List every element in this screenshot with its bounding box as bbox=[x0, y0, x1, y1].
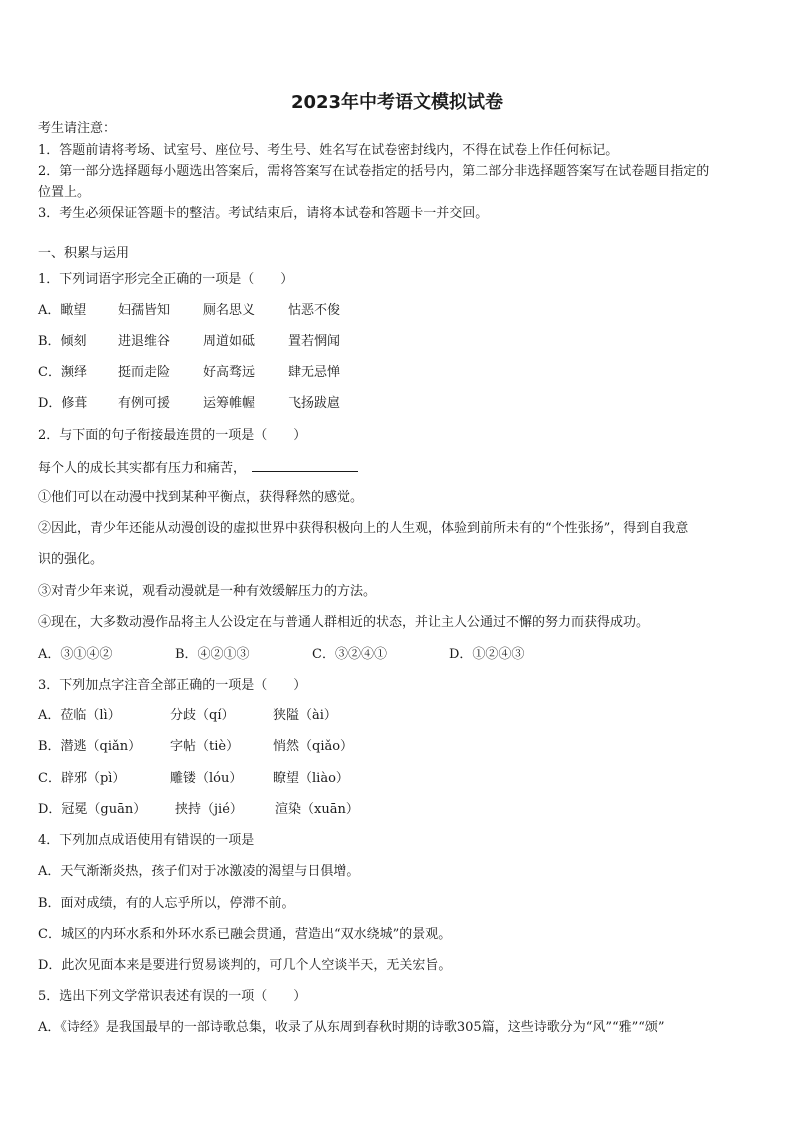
option-word: 周道如砥 bbox=[203, 334, 256, 349]
sentence: 识的强化。 bbox=[38, 552, 104, 567]
option-choice: B．④②①③ bbox=[175, 647, 250, 662]
option-choice: A．③①④② bbox=[38, 647, 113, 662]
option-word: 有例可援 bbox=[118, 396, 171, 411]
question-lead bbox=[38, 459, 358, 477]
option-word: B．倾刻 bbox=[38, 334, 87, 349]
option-word: 字帖（tiè） bbox=[170, 739, 240, 754]
option-line: A．天气渐渐炎热，孩子们对于冰激凌的渴望与日俱增。 bbox=[38, 864, 360, 879]
page-title: 2023年中考语文模拟试卷 bbox=[290, 92, 504, 113]
sentence: ②因此，青少年还能从动漫创设的虚拟世界中获得积极向上的人生观，体验到前所未有的“个性张扬”，得到自我意 bbox=[38, 521, 689, 536]
option-row bbox=[38, 708, 337, 724]
sentence: ①他们可以在动漫中找到某种平衡点，获得释然的感觉。 bbox=[38, 490, 364, 505]
option-row bbox=[38, 334, 340, 350]
option-row bbox=[38, 647, 524, 663]
option-word: 挟持（jié） bbox=[175, 802, 243, 817]
option-word: 怙恶不俊 bbox=[288, 303, 341, 318]
option-word: 飞扬跋扈 bbox=[288, 396, 341, 411]
question-stem: 5．选出下列文学常识表述有误的一项（ ） bbox=[38, 989, 307, 1004]
option-row bbox=[38, 739, 353, 755]
question-stem: 2．与下面的句子衔接最连贯的一项是（ ） bbox=[38, 428, 307, 443]
option-row bbox=[38, 802, 359, 818]
notice-item: 1．答题前请将考场、试室号、座位号、考生号、姓名写在试卷密封线内，不得在试卷上作任何标记。 bbox=[38, 143, 619, 158]
option-word: D．修葺 bbox=[38, 396, 88, 411]
option-word: A．莅临（lì） bbox=[38, 708, 121, 723]
answer-blank[interactable] bbox=[252, 459, 358, 472]
option-line: D．此次见面本来是要进行贸易谈判的，可几个人空谈半天，无关宏旨。 bbox=[38, 958, 452, 973]
notice-heading: 考生请注意： bbox=[38, 121, 117, 136]
option-word: D．冠冕（guān） bbox=[38, 802, 147, 817]
option-word: 肆无忌惮 bbox=[288, 365, 341, 380]
option-word: 好高骛远 bbox=[203, 365, 256, 380]
option-row bbox=[38, 365, 340, 381]
option-word: B．潜逃（qiǎn） bbox=[38, 739, 142, 754]
option-choice: D．①②④③ bbox=[449, 647, 525, 662]
question-stem: 1．下列词语字形完全正确的一项是（ ） bbox=[38, 272, 294, 287]
option-word: 悄然（qiǎo） bbox=[273, 739, 354, 754]
option-word: 妇孺皆知 bbox=[118, 303, 171, 318]
option-word: 挺而走险 bbox=[118, 365, 171, 380]
option-word: 渲染（xuān） bbox=[275, 802, 359, 817]
option-word: 雕镂（lóu） bbox=[170, 771, 243, 786]
option-word: 瞭望（liào） bbox=[273, 771, 349, 786]
option-line: A．《诗经》是我国最早的一部诗歌总集，收录了从东周到春秋时期的诗歌305篇，这些诗歌分为“风”“雅”“颂” bbox=[38, 1020, 665, 1035]
notice-item: 位置上。 bbox=[38, 185, 91, 200]
option-row bbox=[38, 396, 340, 412]
option-line: B．面对成绩，有的人忘乎所以，停滞不前。 bbox=[38, 896, 295, 911]
option-choice: C．③②④① bbox=[312, 647, 387, 662]
option-word: 狭隘（ài） bbox=[273, 708, 337, 723]
sentence: ④现在，大多数动漫作品将主人公设定在与普通人群相近的状态，并让主人公通过不懈的努力而获得成功。 bbox=[38, 615, 650, 630]
option-word: 分歧（qí） bbox=[170, 708, 235, 723]
lead-text: 每个人的成长其实都有压力和痛苦， bbox=[38, 461, 247, 476]
option-row bbox=[38, 771, 349, 787]
option-word: C．辟邪（pì） bbox=[38, 771, 126, 786]
notice-item: 3．考生必须保证答题卡的整洁。考试结束后，请将本试卷和答题卡一并交回。 bbox=[38, 206, 489, 221]
option-word: C．濒绎 bbox=[38, 365, 87, 380]
option-word: 置若惘闻 bbox=[288, 334, 341, 349]
sentence: ③对青少年来说，观看动漫就是一种有效缓解压力的方法。 bbox=[38, 584, 377, 599]
option-word: A．瞰望 bbox=[38, 303, 87, 318]
question-stem: 3．下列加点字注音全部正确的一项是（ ） bbox=[38, 678, 307, 693]
option-word: 运筹帷幄 bbox=[203, 396, 256, 411]
option-word: 厕名思义 bbox=[203, 303, 256, 318]
question-stem: 4．下列加点成语使用有错误的一项是 bbox=[38, 833, 255, 848]
section-heading: 一、积累与运用 bbox=[38, 246, 130, 261]
option-word: 进退维谷 bbox=[118, 334, 171, 349]
notice-item: 2．第一部分选择题每小题选出答案后，需将答案写在试卷指定的括号内，第二部分非选择题答案写在试卷题目指定的 bbox=[38, 164, 710, 179]
option-row bbox=[38, 303, 340, 319]
option-line: C．城区的内环水系和外环水系已融会贯通，营造出“双水绕城”的景观。 bbox=[38, 927, 452, 942]
